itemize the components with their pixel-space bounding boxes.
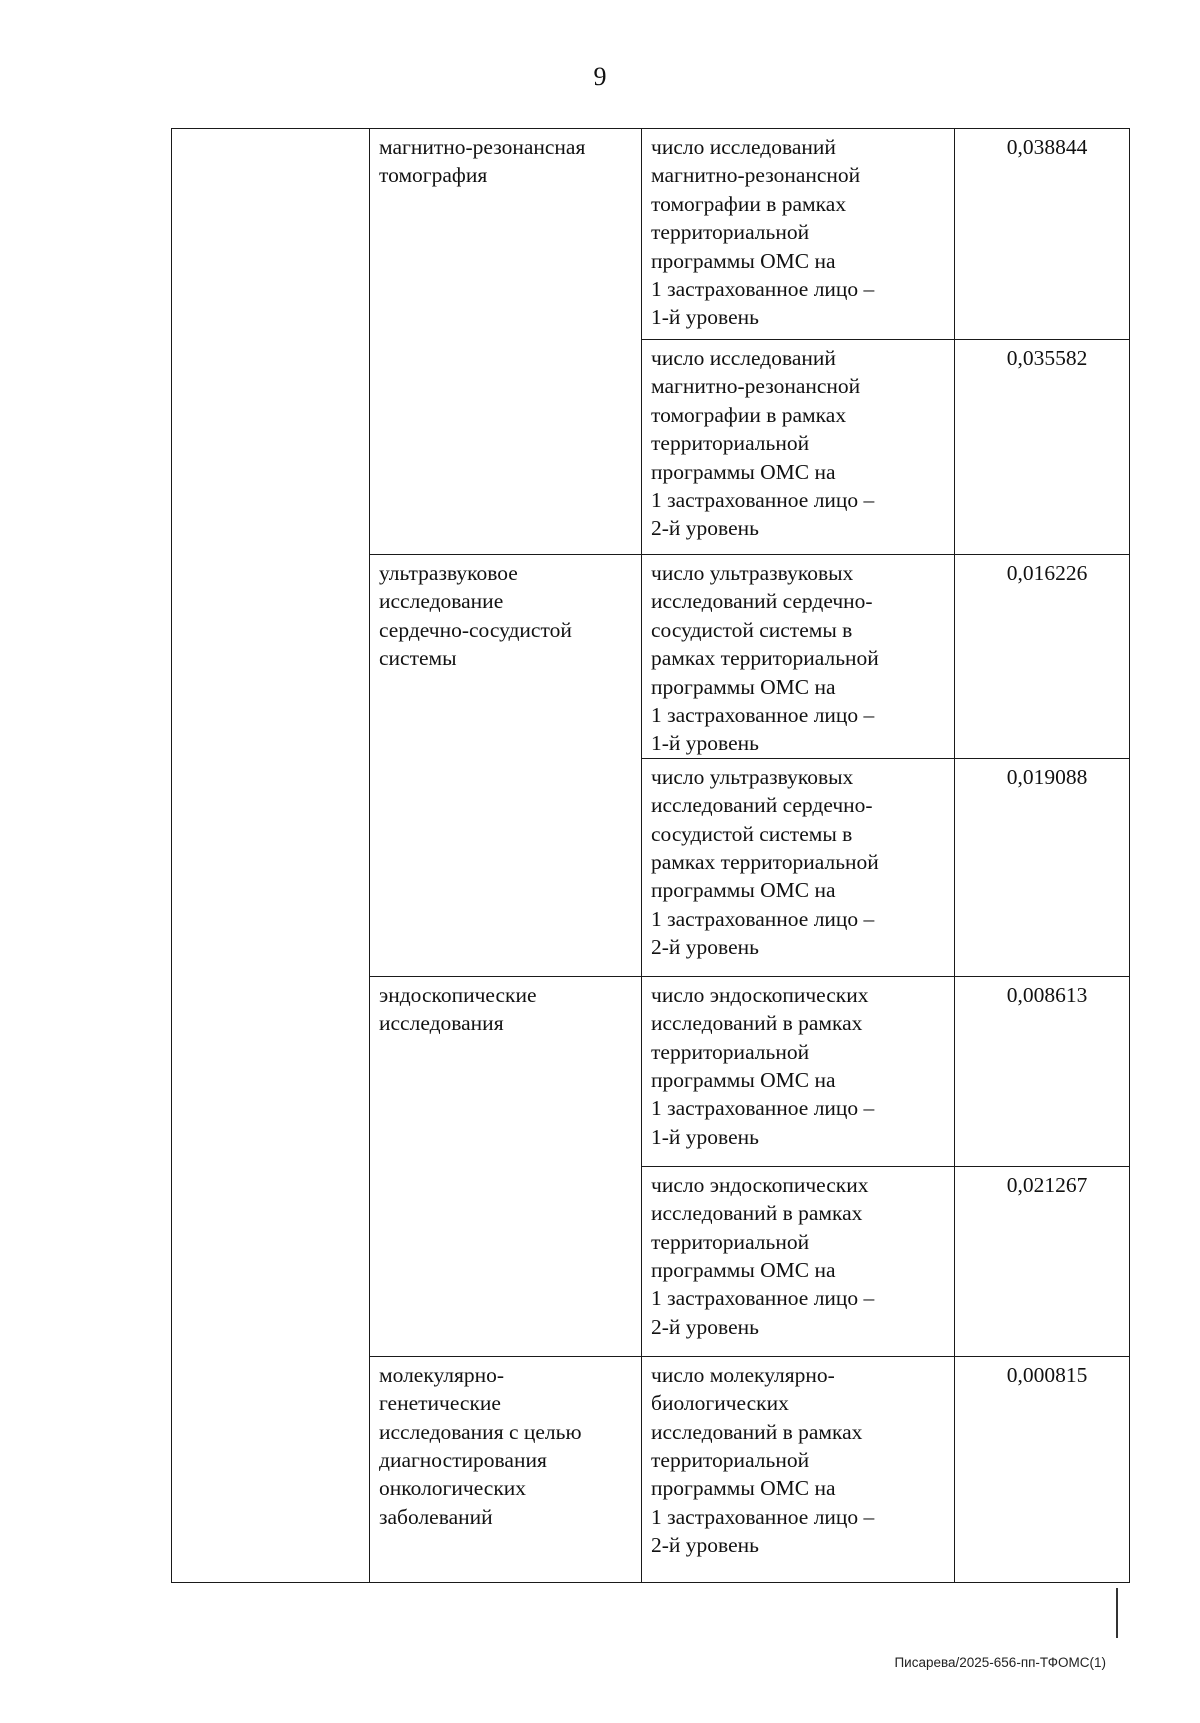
value-text: 0,038844 (1006, 135, 1088, 159)
category-text: молекулярно- генетические исследования с целью диагностирования онкологических заболеваний (379, 1362, 582, 1529)
value-text: 0,021267 (1006, 1172, 1088, 1197)
category-text: эндоскопические исследования (379, 982, 537, 1036)
scan-edge-mark (1116, 1588, 1118, 1638)
value-cell (955, 758, 1130, 976)
page-number: 9 (593, 62, 607, 91)
indicator-cell (642, 1166, 955, 1356)
indicator-text: число молекулярно- биологических исследований в рамках территориальной программы ОМС на 1 застрахованное лицо – 2-й уровень (651, 1362, 875, 1558)
indicator-text: число эндоскопических исследований в рамках территориальной программы ОМС на 1 застрахованное лицо – 1-й уровень (651, 982, 875, 1149)
indicator-cell (642, 555, 955, 759)
value-cell (955, 1356, 1130, 1582)
indicator-cell (642, 758, 955, 976)
indicator-text: число исследований магнитно-резонансной томографии в рамках территориальной программы ОМС на 1 застрахованное лицо – 2-й уровень (651, 346, 875, 541)
value-text: 0,019088 (1006, 764, 1088, 789)
indicator-cell (642, 129, 955, 340)
category-cell (370, 555, 642, 977)
value-cell (955, 1166, 1130, 1356)
indicator-cell (642, 340, 955, 555)
category-text: магнитно-резонансная томография (379, 135, 586, 188)
value-cell (955, 129, 1130, 340)
value-cell (955, 976, 1130, 1166)
indicator-cell (642, 976, 955, 1166)
empty-first-column-cell (172, 129, 370, 1583)
indicator-cell (642, 1356, 955, 1582)
indicator-table (171, 128, 1130, 1583)
indicator-text: число эндоскопических исследований в рамках территориальной программы ОМС на 1 застрахованное лицо – 2-й уровень (651, 1172, 875, 1339)
indicator-text: число ультразвуковых исследований сердечно- сосудистой системы в рамках территориальной программы ОМС на 1 застрахованное лицо – 2-й уровень (651, 764, 879, 960)
value-text: 0,008613 (1006, 982, 1088, 1007)
indicator-text: число ультразвуковых исследований сердечно- сосудистой системы в рамках территориальной программы ОМС на 1 застрахованное лицо – 1-й уровень (651, 561, 879, 756)
category-cell (370, 976, 642, 1356)
category-cell (370, 1356, 642, 1582)
table-row (172, 129, 1130, 340)
value-text: 0,016226 (1006, 561, 1088, 585)
category-cell (370, 129, 642, 555)
indicator-text: число исследований магнитно-резонансной томографии в рамках территориальной программы ОМС на 1 застрахованное лицо – 1-й уровень (651, 135, 875, 330)
document-code: Писарева/2025-656-пп-ТФОМС(1) (894, 1655, 1106, 1670)
category-text: ультразвуковое исследование сердечно-сосудистой системы (379, 561, 572, 671)
value-cell (955, 555, 1130, 759)
value-text: 0,000815 (1006, 1362, 1088, 1387)
value-text: 0,035582 (1006, 346, 1088, 370)
value-cell (955, 340, 1130, 555)
